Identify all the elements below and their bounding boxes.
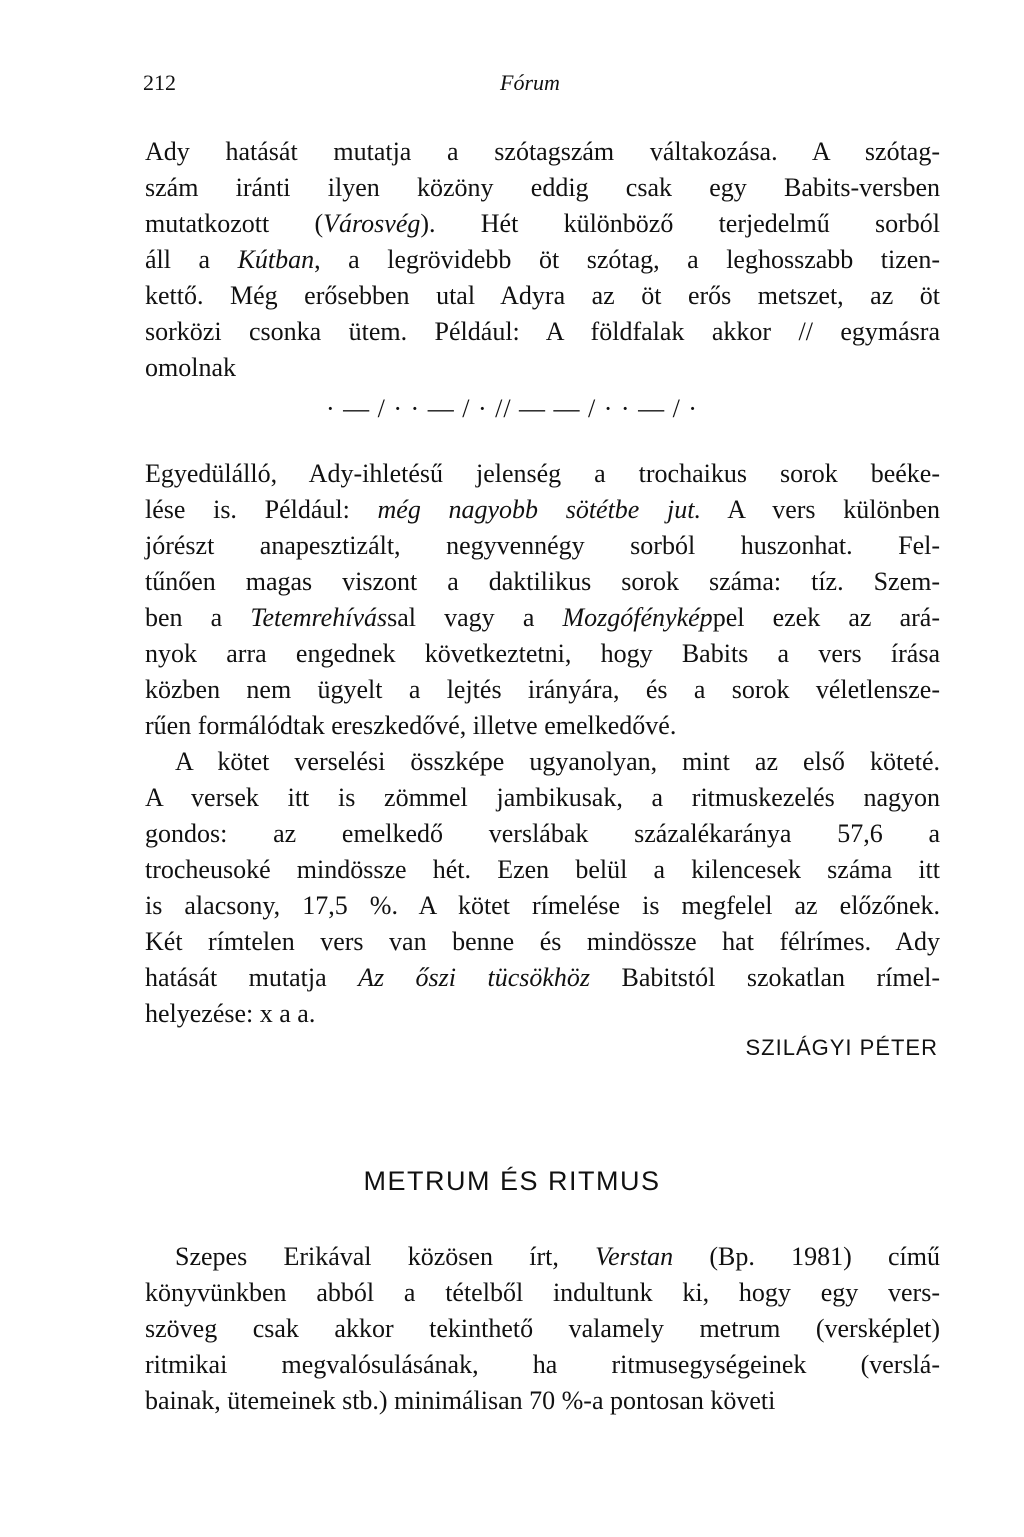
text-line xyxy=(145,1275,940,1311)
text-line xyxy=(145,456,940,492)
text-line xyxy=(145,134,940,170)
text-line xyxy=(145,1239,940,1275)
text-run: Babitstól szokatlan rímel- xyxy=(590,963,941,992)
text-run: , a legrövidebb öt szótag, a leghosszabb tizen- xyxy=(314,245,940,274)
text-run: ritmikai megvalósulásának, ha ritmusegységeinek (verslá- xyxy=(145,1350,940,1379)
text-run: ben a xyxy=(145,603,251,632)
text-run: A kötet verselési összképe ugyanolyan, mint az első köteté. xyxy=(175,747,940,776)
text-line xyxy=(145,672,940,708)
text-run: hatását mutatja xyxy=(145,963,359,992)
text-run: omolnak xyxy=(145,353,236,382)
text-run: A vers különben xyxy=(700,495,940,524)
italic-title: Tetemrehívás xyxy=(250,603,388,632)
italic-title: még nagyobb sötétbe jut. xyxy=(377,495,701,524)
text-line xyxy=(145,1311,940,1347)
italic-title: Kútban xyxy=(237,245,315,274)
text-run: lése is. Például: xyxy=(145,495,378,524)
text-line xyxy=(145,600,940,636)
text-run: (Bp. 1981) című xyxy=(673,1242,940,1271)
text-run: szöveg csak akkor tekinthető valamely metrum (versképlet) xyxy=(145,1314,940,1343)
text-run: gondos: az emelkedő verslábak százalékaránya 57,6 a xyxy=(145,819,940,848)
text-line xyxy=(145,314,940,350)
text-run: A versek itt is zömmel jambikusak, a ritmuskezelés nagyon xyxy=(145,783,940,812)
text-line xyxy=(145,780,940,816)
italic-title: Mozgófénykép xyxy=(562,603,713,632)
italic-title: Az őszi tücsökhöz xyxy=(358,963,591,992)
text-run: jórészt anapesztizált, negyvennégy sorból huszonhat. Fel- xyxy=(145,531,940,560)
section-heading: METRUM ÉS RITMUS xyxy=(363,1166,661,1196)
text-line xyxy=(145,278,940,314)
paragraph-3 xyxy=(145,744,940,1032)
text-line xyxy=(145,170,940,206)
text-line xyxy=(145,888,940,924)
text-run: Szepes Erikával közösen írt, xyxy=(175,1242,596,1271)
text-run: könyvünkben abból a tételből indultunk ki, hogy egy vers- xyxy=(145,1278,940,1307)
paragraph-1 xyxy=(145,134,940,386)
text-run: nyok arra engednek következtetni, hogy Babits a vers írása xyxy=(145,639,940,668)
italic-title: Városvég xyxy=(323,209,421,238)
text-run: ). Hét különböző terjedelmű sorból xyxy=(420,209,941,238)
text-run: bainak, ütemeinek stb.) minimálisan 70 %-a pontosan követi xyxy=(145,1386,776,1415)
text-run: helyezése: x a a. xyxy=(145,999,316,1028)
text-line xyxy=(145,924,940,960)
text-run: áll a xyxy=(145,245,238,274)
text-line xyxy=(145,206,940,242)
text-run: Ady hatását mutatja a szótagszám váltakozása. A szótag- xyxy=(145,137,940,166)
text-line xyxy=(145,744,940,780)
text-run: tűnően magas viszont a daktilikus sorok száma: tíz. Szem- xyxy=(145,567,940,596)
text-line xyxy=(145,852,940,888)
text-line xyxy=(145,636,940,672)
text-run: rűen formálódtak ereszkedővé, illetve emelkedővé. xyxy=(145,711,677,740)
text-line xyxy=(145,242,940,278)
text-line xyxy=(145,708,940,744)
text-run: trocheusoké mindössze hét. Ezen belül a kilencesek száma itt xyxy=(145,855,940,884)
text-run: szám iránti ilyen közöny eddig csak egy Babits-versben xyxy=(145,173,940,202)
text-line xyxy=(145,1383,940,1419)
journal-title: Fórum xyxy=(500,70,560,95)
author-signature: SZILÁGYI PÉTER xyxy=(745,1035,938,1060)
scansion-pattern: · — / · · — / · // — — / · · — / · xyxy=(326,394,698,423)
page-number: 212 xyxy=(143,70,176,95)
paragraph-2 xyxy=(145,456,940,744)
text-line xyxy=(145,564,940,600)
text-line xyxy=(145,1347,940,1383)
text-line xyxy=(145,996,940,1032)
text-line xyxy=(145,816,940,852)
paragraph-4 xyxy=(145,1239,940,1419)
text-line xyxy=(145,528,940,564)
text-run: pel ezek az ará- xyxy=(712,603,940,632)
text-run: is alacsony, 17,5 %. A kötet rímelése is megfelel az előzőnek. xyxy=(145,891,940,920)
text-run: közben nem ügyelt a lejtés irányára, és a sorok véletlensze- xyxy=(145,675,940,704)
text-line xyxy=(145,960,940,996)
text-line xyxy=(145,492,940,528)
text-run: sal vagy a xyxy=(387,603,563,632)
text-run: kettő. Még erősebben utal Adyra az öt erős metszet, az öt xyxy=(145,281,940,310)
text-run: Egyedülálló, Ady-ihletésű jelenség a trochaikus sorok beéke- xyxy=(145,459,940,488)
text-run: sorközi csonka ütem. Például: A földfalak akkor // egymásra xyxy=(145,317,940,346)
italic-title: Verstan xyxy=(595,1242,674,1271)
text-line xyxy=(145,350,940,386)
running-head xyxy=(0,70,1024,100)
text-run: mutatkozott ( xyxy=(145,209,324,238)
text-run: Két rímtelen vers van benne és mindössze hat félrímes. Ady xyxy=(145,927,940,956)
